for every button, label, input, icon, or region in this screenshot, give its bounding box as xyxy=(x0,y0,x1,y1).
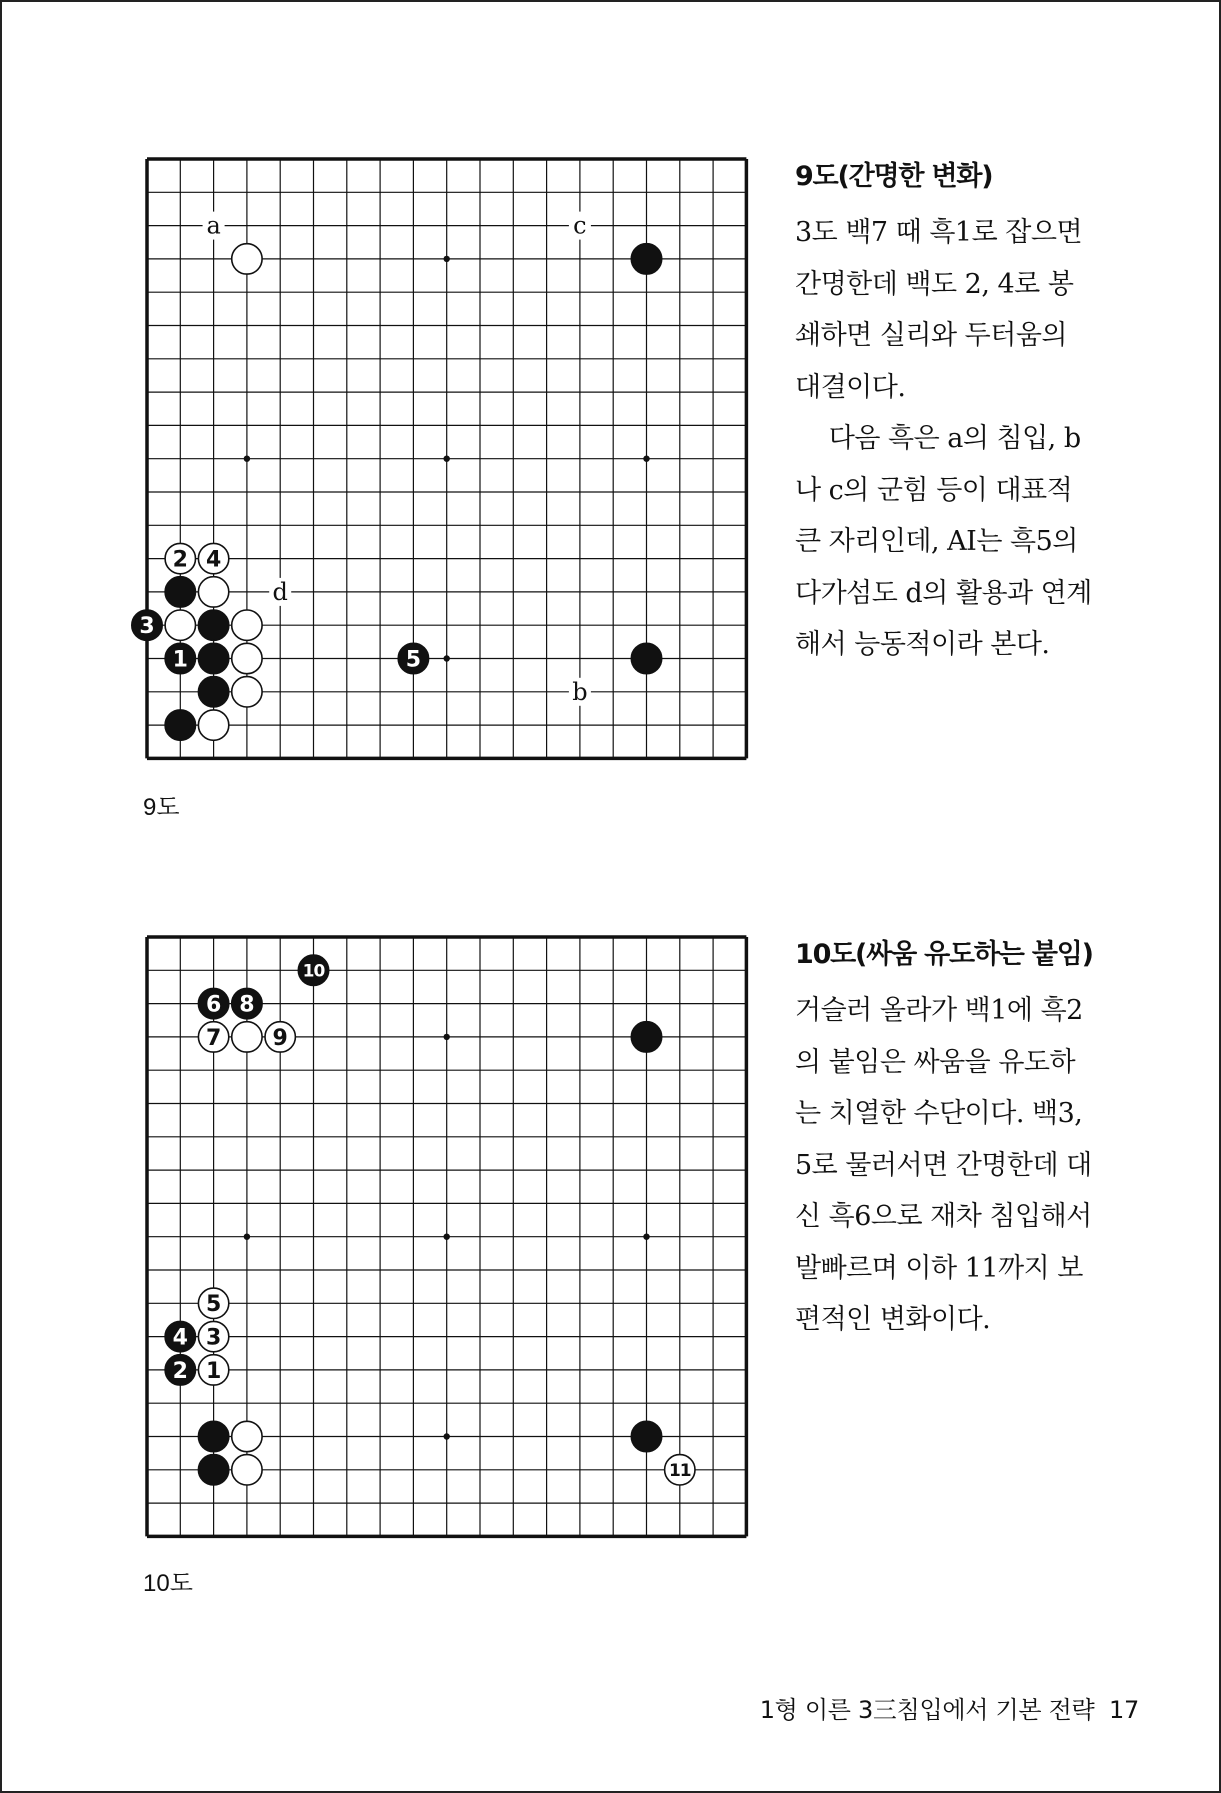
commentary-body-10 xyxy=(795,985,1095,1346)
stone-disc xyxy=(198,643,228,673)
stone-move-number: 10 xyxy=(302,961,325,982)
letter-mark-label: c xyxy=(573,211,587,240)
stone-move-number: 5 xyxy=(405,647,422,673)
stone-move-number: 3 xyxy=(205,1325,222,1351)
stone-move-number: 5 xyxy=(205,1292,222,1318)
star-point xyxy=(244,456,250,462)
letter-mark-label: b xyxy=(572,677,588,706)
black-stone xyxy=(398,643,428,673)
star-point xyxy=(444,1034,450,1040)
stone-disc xyxy=(198,1421,228,1451)
stone-disc xyxy=(198,677,228,707)
black-stone xyxy=(631,1421,661,1451)
stone-disc xyxy=(631,1421,661,1451)
white-stone xyxy=(232,610,262,640)
white-stone xyxy=(232,244,262,274)
stone-disc xyxy=(198,1455,228,1485)
stone-disc xyxy=(232,677,262,707)
white-stone xyxy=(198,1022,228,1052)
point-letter-mark xyxy=(203,212,225,240)
go-board-svg-9 xyxy=(139,155,751,763)
stone-disc xyxy=(165,610,195,640)
point-letter-mark xyxy=(569,212,591,240)
black-stone xyxy=(198,677,228,707)
go-board-svg-10 xyxy=(143,933,751,1541)
stone-move-number: 6 xyxy=(205,992,222,1018)
stone-disc xyxy=(198,577,228,607)
black-stone xyxy=(198,610,228,640)
point-letter-mark xyxy=(269,578,291,606)
white-stone xyxy=(165,543,195,573)
commentary-paragraph: 다음 흑은 a의 침입, b나 c의 군힘 등이 대표적 큰 자리인데, AI는 흑5의 다가섬도 d의 활용과 연계해서 능동적이라 본다. xyxy=(795,423,1092,660)
stone-move-number: 3 xyxy=(139,614,155,640)
stone-disc xyxy=(232,1022,262,1052)
stone-disc xyxy=(232,1421,262,1451)
star-point xyxy=(444,655,450,661)
black-stone xyxy=(165,710,195,740)
black-stone xyxy=(198,988,228,1018)
diagram-caption-10: 10도 xyxy=(143,1570,193,1597)
stone-disc xyxy=(232,610,262,640)
white-stone xyxy=(198,543,228,573)
white-stone xyxy=(165,610,195,640)
white-stone xyxy=(665,1455,695,1485)
letter-mark-label: d xyxy=(272,577,288,606)
stone-disc xyxy=(232,643,262,673)
stone-move-number: 4 xyxy=(172,1325,188,1351)
black-stone xyxy=(631,643,661,673)
star-point xyxy=(444,1433,450,1439)
star-point xyxy=(444,456,450,462)
diagram-commentary-9 xyxy=(795,154,1095,671)
page-number: 17 xyxy=(1109,1696,1139,1724)
stone-move-number: 7 xyxy=(205,1025,222,1051)
chapter-title: 1형 이른 3三침입에서 기본 전략 xyxy=(759,1696,1095,1724)
black-stone xyxy=(165,577,195,607)
diagram-caption-9: 9도 xyxy=(143,794,180,821)
black-stone xyxy=(132,610,162,640)
commentary-body-9 xyxy=(795,207,1095,671)
stone-move-number: 11 xyxy=(668,1460,691,1481)
black-stone xyxy=(165,643,195,673)
diagram-commentary-10 xyxy=(795,932,1095,1346)
stone-move-number: 1 xyxy=(172,647,188,673)
stone-disc xyxy=(232,1455,262,1485)
stone-disc xyxy=(165,710,195,740)
stone-move-number: 2 xyxy=(172,547,188,573)
star-point xyxy=(643,456,649,462)
white-stone xyxy=(265,1022,295,1052)
go-board-diagram-9 xyxy=(139,155,751,763)
white-stone xyxy=(232,643,262,673)
black-stone xyxy=(631,1022,661,1052)
black-stone xyxy=(198,643,228,673)
white-stone xyxy=(232,1421,262,1451)
white-stone xyxy=(198,1288,228,1318)
stone-disc xyxy=(631,244,661,274)
white-stone xyxy=(198,1355,228,1385)
star-point xyxy=(244,1234,250,1240)
stone-move-number: 1 xyxy=(205,1358,222,1384)
black-stone xyxy=(198,1421,228,1451)
letter-mark-label: a xyxy=(206,211,221,240)
black-stone xyxy=(631,244,661,274)
black-stone xyxy=(198,1455,228,1485)
black-stone xyxy=(298,955,328,985)
stone-move-number: 2 xyxy=(172,1358,188,1384)
white-stone xyxy=(198,577,228,607)
star-point xyxy=(643,1234,649,1240)
stone-move-number: 4 xyxy=(205,547,222,573)
stone-disc xyxy=(631,1022,661,1052)
diagram-title-9: 9도(간명한 변화) xyxy=(795,161,993,192)
stone-disc xyxy=(631,643,661,673)
white-stone xyxy=(232,677,262,707)
point-letter-mark xyxy=(569,678,591,706)
star-point xyxy=(444,256,450,262)
stone-disc xyxy=(232,244,262,274)
stone-disc xyxy=(198,710,228,740)
black-stone xyxy=(165,1321,195,1351)
white-stone xyxy=(232,1455,262,1485)
white-stone xyxy=(198,710,228,740)
black-stone xyxy=(232,988,262,1018)
commentary-paragraph: 3도 백7 때 흑1로 잡으면 간명한데 백도 2, 4로 봉쇄하면 실리와 두터움의 대결이다. xyxy=(795,217,1083,403)
diagram-title-10: 10도(싸움 유도하는 붙임) xyxy=(795,939,1093,970)
page-footer xyxy=(760,1690,1139,1725)
commentary-paragraph: 거슬러 올라가 백1에 흑2의 붙임은 싸움을 유도하는 치열한 수단이다. 백3, 5로 물러서면 간명한데 대신 흑6으로 재차 침입해서 발빠르며 이하 11까지 보편적인 변화이다. xyxy=(795,995,1092,1335)
white-stone xyxy=(232,1022,262,1052)
stone-move-number: 9 xyxy=(272,1025,288,1051)
stone-disc xyxy=(198,610,228,640)
black-stone xyxy=(165,1355,195,1385)
star-point xyxy=(444,1234,450,1240)
go-board-diagram-10 xyxy=(143,933,751,1541)
white-stone xyxy=(198,1321,228,1351)
stone-disc xyxy=(165,577,195,607)
stone-move-number: 8 xyxy=(239,992,255,1018)
